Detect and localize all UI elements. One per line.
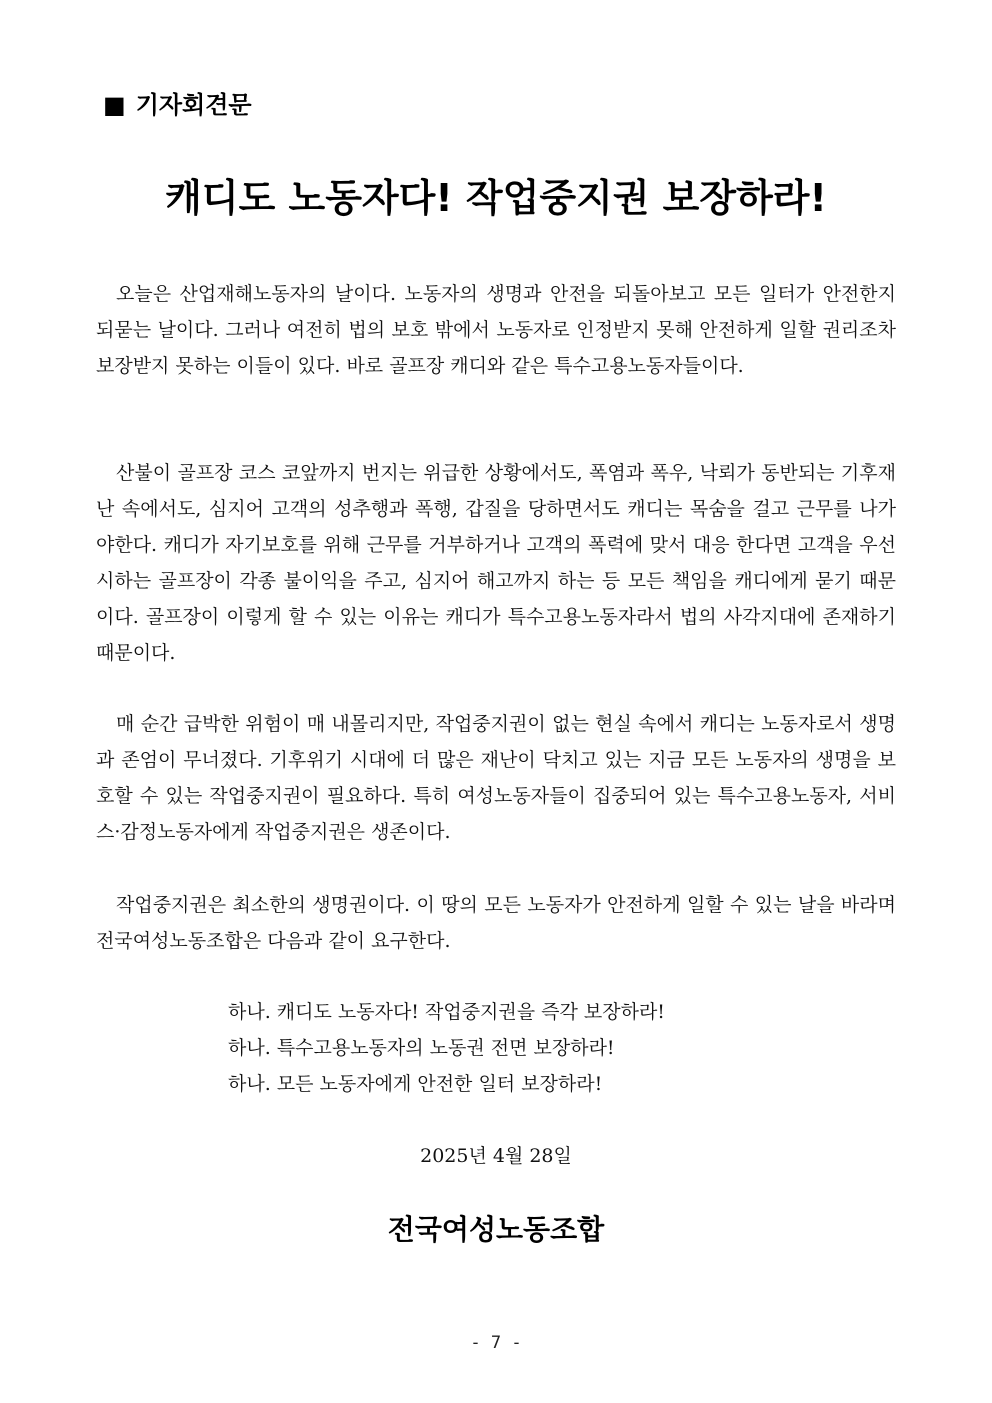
square-bullet-icon: ■: [103, 91, 126, 119]
demands-list: [228, 994, 665, 1102]
demand-item-2: 하나. 특수고용노동자의 노동권 전면 보장하라!: [228, 1037, 615, 1059]
paragraph-4: [96, 887, 896, 959]
headline: 캐디도 노동자다! 작업중지권 보장하라!: [165, 176, 827, 220]
statement-date: 2025년 4월 28일: [420, 1145, 572, 1167]
organization-name: 전국여성노동조합: [387, 1213, 605, 1246]
paragraph-1: [96, 276, 896, 384]
demand-item-1: 하나. 캐디도 노동자다! 작업중지권을 즉각 보장하라!: [228, 1001, 665, 1023]
paragraph-3: [96, 706, 896, 850]
paragraph-text: 매 순간 급박한 위험이 매 내몰리지만, 작업중지권이 없는 현실 속에서 캐디는 노동자로서 생명과 존엄이 무너졌다. 기후위기 시대에 더 많은 재난이 닥치고 있는 지금 모든 노동자의 생명을 보호할 수 있는 작업중지권이 필요하다. 특히 여성노동자들이 집중되어 있는 특수고용노동자, 서비스·감정노동자에게 작업중지권은 생존이다.: [96, 713, 896, 843]
page-number: - 7 -: [470, 1333, 522, 1353]
section-label-text: 기자회견문: [135, 91, 252, 119]
section-label: [103, 88, 252, 122]
paragraph-2: [96, 455, 896, 671]
paragraph-text: 작업중지권은 최소한의 생명권이다. 이 땅의 모든 노동자가 안전하게 일할 수 있는 날을 바라며 전국여성노동조합은 다음과 같이 요구한다.: [96, 894, 896, 952]
paragraph-text: 오늘은 산업재해노동자의 날이다. 노동자의 생명과 안전을 되돌아보고 모든 일터가 안전한지 되묻는 날이다. 그러나 여전히 법의 보호 밖에서 노동자로 인정받지 못해 안전하게 일할 권리조차 보장받지 못하는 이들이 있다. 바로 골프장 캐디와 같은 특수고용노동자들이다.: [96, 283, 896, 377]
demand-item-3: 하나. 모든 노동자에게 안전한 일터 보장하라!: [228, 1073, 603, 1095]
paragraph-text: 산불이 골프장 코스 코앞까지 번지는 위급한 상황에서도, 폭염과 폭우, 낙뢰가 동반되는 기후재난 속에서도, 심지어 고객의 성추행과 폭행, 갑질을 당하면서도 캐디는 목숨을 걸고 근무를 나가야한다. 캐디가 자기보호를 위해 근무를 거부하거나 고객의 폭력에 맞서 대응 한다면 고객을 우선시하는 골프장이 각종 불이익을 주고, 심지어 해고까지 하는 등 모든 책임을 캐디에게 묻기 때문이다. 골프장이 이렇게 할 수 있는 이유는 캐디가 특수고용노동자라서 법의 사각지대에 존재하기 때문이다.: [96, 462, 896, 664]
